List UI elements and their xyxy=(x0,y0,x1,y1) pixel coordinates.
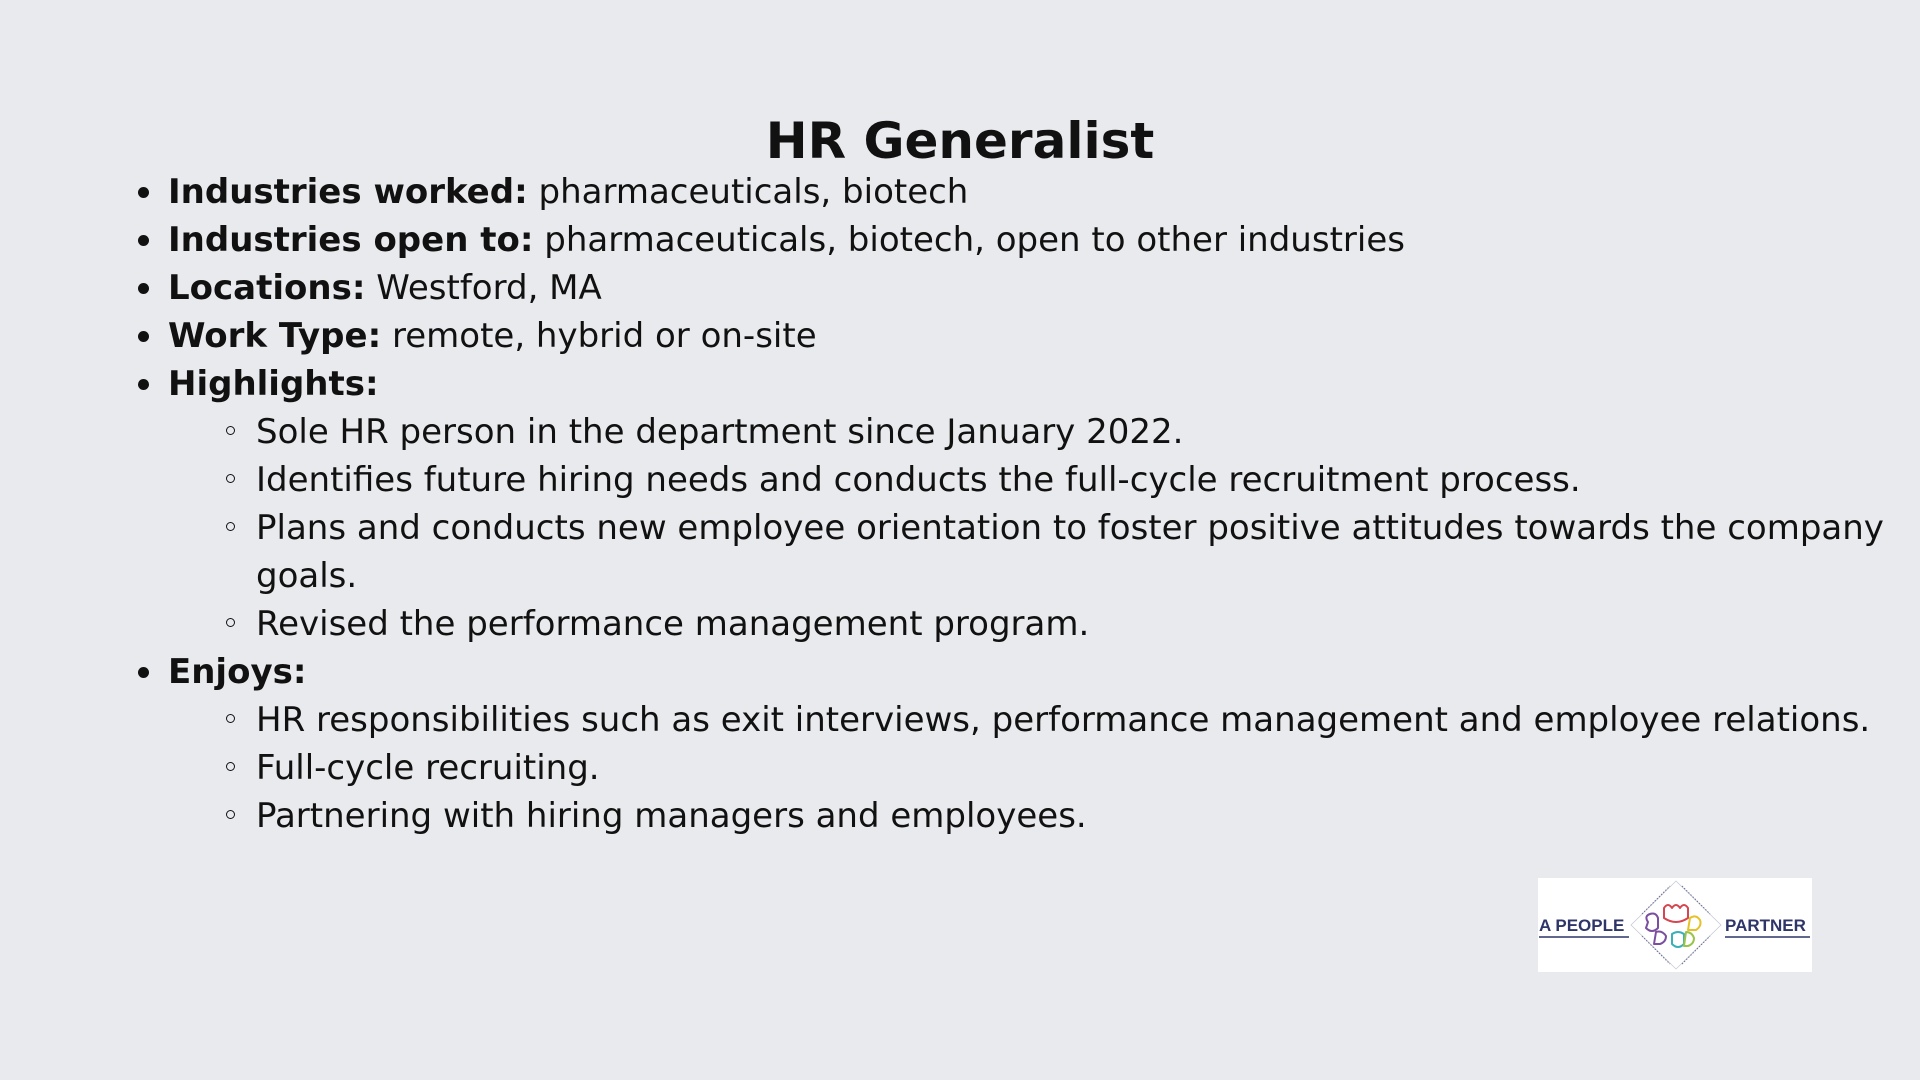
highlights-list xyxy=(168,408,1898,648)
enjoys-item: Partnering with hiring managers and employees. xyxy=(226,792,1898,840)
hands-emblem-icon xyxy=(1631,881,1721,969)
logo-graphic xyxy=(1538,878,1812,972)
highlights-label: Highlights: xyxy=(168,364,379,404)
list-item-enjoys xyxy=(138,648,1898,840)
enjoys-item: Full-cycle recruiting. xyxy=(226,744,1898,792)
list-item-industries-open-to xyxy=(138,216,1898,264)
list-item-industries-worked xyxy=(138,168,1898,216)
logo-right-text: PARTNER xyxy=(1725,916,1806,935)
highlight-item: Plans and conducts new employee orientation to foster positive attitudes towards the company goals. xyxy=(226,504,1898,600)
list-item-locations xyxy=(138,264,1898,312)
industries-open-to-value: pharmaceuticals, biotech, open to other industries xyxy=(533,220,1405,260)
work-type-label: Work Type: xyxy=(168,316,382,356)
a-people-partner-logo xyxy=(1538,878,1812,972)
page-title: HR Generalist xyxy=(765,112,1155,170)
highlight-item: Revised the performance management program. xyxy=(226,600,1898,648)
locations-label: Locations: xyxy=(168,268,366,308)
list-item-work-type xyxy=(138,312,1898,360)
enjoys-list xyxy=(168,696,1898,840)
profile-content xyxy=(138,168,1898,840)
highlight-item: Identifies future hiring needs and conducts the full-cycle recruitment process. xyxy=(226,456,1898,504)
industries-worked-label: Industries worked: xyxy=(168,172,528,212)
list-item-highlights xyxy=(138,360,1898,648)
highlight-item: Sole HR person in the department since January 2022. xyxy=(226,408,1898,456)
profile-list xyxy=(138,168,1898,840)
locations-value: Westford, MA xyxy=(365,268,602,308)
logo-left-text: A PEOPLE xyxy=(1539,916,1625,935)
industries-worked-value: pharmaceuticals, biotech xyxy=(527,172,969,212)
industries-open-to-label: Industries open to: xyxy=(168,220,534,260)
work-type-value: remote, hybrid or on-site xyxy=(381,316,817,356)
enjoys-item: HR responsibilities such as exit interviews, performance management and employee relations. xyxy=(226,696,1898,744)
enjoys-label: Enjoys: xyxy=(168,652,307,692)
